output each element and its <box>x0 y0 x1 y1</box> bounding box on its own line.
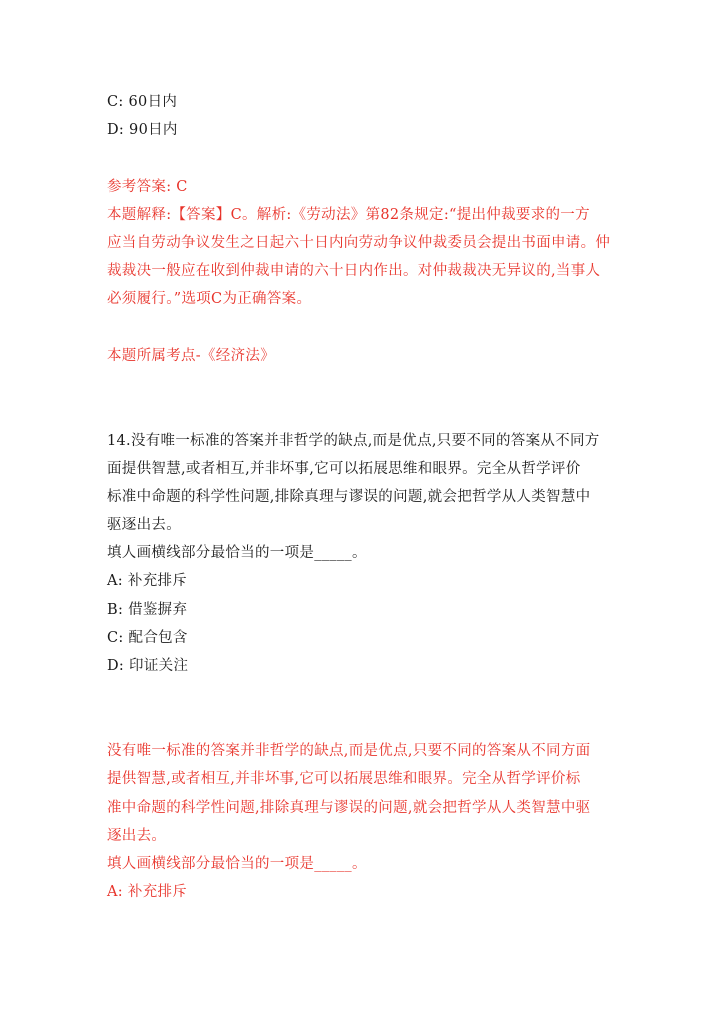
explanation-line-4: 必须履行。”选项C为正确答案。 <box>107 291 312 307</box>
option-letter: B: <box>107 602 124 618</box>
option-letter: D: <box>107 658 125 674</box>
option-letter: C: <box>107 94 124 110</box>
question-stem-line-2: 面提供智慧,或者相互,并非坏事,它可以拓展思维和眼界。完全从哲学评价 <box>107 461 581 477</box>
option-text: 90日内 <box>129 122 178 138</box>
option-d <box>107 656 188 676</box>
explanation-line-1: 本题解释:【答案】C。解析:《劳动法》第82条规定:“提出仲裁要求的一方 <box>107 207 590 223</box>
repeat-line-2: 提供智慧,或者相互,并非坏事,它可以拓展思维和眼界。完全从哲学评价标 <box>107 771 581 787</box>
option-a <box>107 571 187 591</box>
option-text: 60日内 <box>128 94 178 110</box>
reference-answer: 参考答案: C <box>107 179 188 195</box>
question-stem-line-4: 驱逐出去。 <box>107 517 181 533</box>
question-prompt: 填人画横线部分最恰当的一项是_____。 <box>107 545 367 561</box>
explanation-line-3: 裁裁决一般应在收到仲裁申请的六十日内作出。对仲裁裁决无异议的,当事人 <box>107 263 601 279</box>
option-d <box>107 120 178 140</box>
option-letter: A: <box>107 573 123 589</box>
question-stem-line-1: 14.没有唯一标准的答案并非哲学的缺点,而是优点,只要不同的答案从不同方 <box>107 433 600 449</box>
explanation-line-2: 应当自劳动争议发生之日起六十日内向劳动争议仲裁委员会提出书面申请。仲 <box>107 235 611 251</box>
topic-label: 本题所属考点-《经济法》 <box>107 348 275 364</box>
question-stem-line-3: 标准中命题的科学性问题,排除真理与谬误的问题,就会把哲学从人类智慧中 <box>107 489 591 505</box>
option-text: 配合包含 <box>128 630 188 646</box>
option-text: 补充排斥 <box>127 884 188 900</box>
option-letter: D: <box>107 122 125 138</box>
repeat-line-1: 没有唯一标准的答案并非哲学的缺点,而是优点,只要不同的答案从不同方面 <box>107 743 591 759</box>
repeat-option-a <box>107 882 187 902</box>
option-letter: C: <box>107 630 124 646</box>
repeat-prompt: 填人画横线部分最恰当的一项是_____。 <box>107 856 367 872</box>
repeat-line-3: 准中命题的科学性问题,排除真理与谬误的问题,就会把哲学从人类智慧中驱 <box>107 800 591 816</box>
option-letter: A: <box>107 884 123 900</box>
repeat-line-4: 逐出去。 <box>107 828 167 844</box>
option-c <box>107 628 188 648</box>
option-text: 借鉴摒弃 <box>128 602 188 618</box>
option-text: 补充排斥 <box>127 573 188 589</box>
option-b <box>107 600 187 620</box>
option-c <box>107 92 177 112</box>
option-text: 印证关注 <box>129 658 189 674</box>
